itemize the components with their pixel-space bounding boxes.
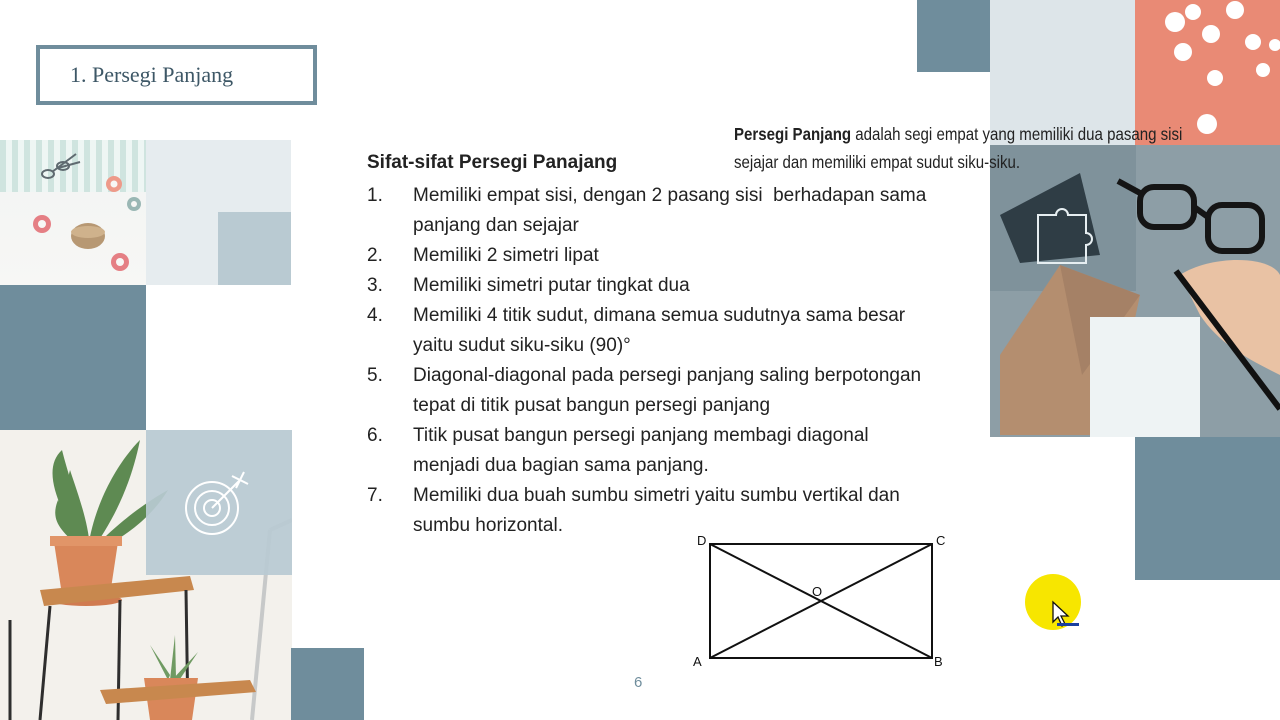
list-item-number: 4. [367,305,383,326]
list-item-number: 7. [367,485,383,506]
list-item-number: 1. [367,185,383,206]
list-item-text: Memiliki empat sisi, dengan 2 pasang sisi berhadapan sama panjang dan sejajar [413,185,932,236]
list-item [367,361,927,421]
list-item-number: 3. [367,275,383,296]
definition-text [734,120,1198,176]
list-item [367,241,927,271]
list-item-number: 2. [367,245,383,266]
decor-square-dark-1 [0,285,146,430]
list-item [367,181,932,241]
slide-title-text: 1. Persegi Panjang [70,62,234,87]
slide-title [36,45,317,105]
page-number: 6 [634,674,643,691]
list-item [367,301,927,361]
list-item-text: Memiliki 2 simetri lipat [413,245,599,266]
decor-square-light-2 [218,212,291,285]
list-item-text: Diagonal-diagonal pada persegi panjang saling berpotongan tepat di titik pusat bangun persegi panjang [413,365,927,416]
vertex-label-d: D [697,533,707,548]
craft-photo [0,140,146,285]
list-item-text: Memiliki 4 titik sudut, dimana semua sudutnya sama besar yaitu sudut siku-siku (90)° [413,305,911,356]
vertex-label-b: B [934,654,943,669]
properties-list [367,181,932,541]
scissors-icon [42,154,80,178]
list-item-text: Memiliki dua buah sumbu simetri yaitu sumbu vertikal dan sumbu horizontal. [413,485,906,536]
desk-photo [990,145,1280,437]
list-item-text: Titik pusat bangun persegi panjang membagi diagonal menjadi dua bagian sama panjang. [413,425,874,476]
vertex-label-c: C [936,533,946,548]
definition-term: Persegi Panjang [734,124,852,144]
definition-body: adalah segi empat yang memiliki dua pasang sisi sejajar dan memiliki empat sudut siku-siku. [734,124,1183,172]
cursor-icon [1051,600,1081,630]
list-item-number: 5. [367,365,383,386]
vertex-label-a: A [693,654,702,669]
list-item [367,421,927,481]
rectangle-diagram [688,530,952,672]
decor-square-dark-2 [291,648,364,720]
decor-square-dark-4 [1135,437,1280,580]
list-item [367,271,927,301]
decor-square-dark-3 [917,0,990,72]
center-label-o: O [812,584,823,599]
target-icon [182,466,258,542]
list-item-text: Memiliki simetri putar tingkat dua [413,275,690,296]
list-item-number: 6. [367,425,383,446]
properties-heading: Sifat-sifat Persegi Panajang [367,152,618,173]
